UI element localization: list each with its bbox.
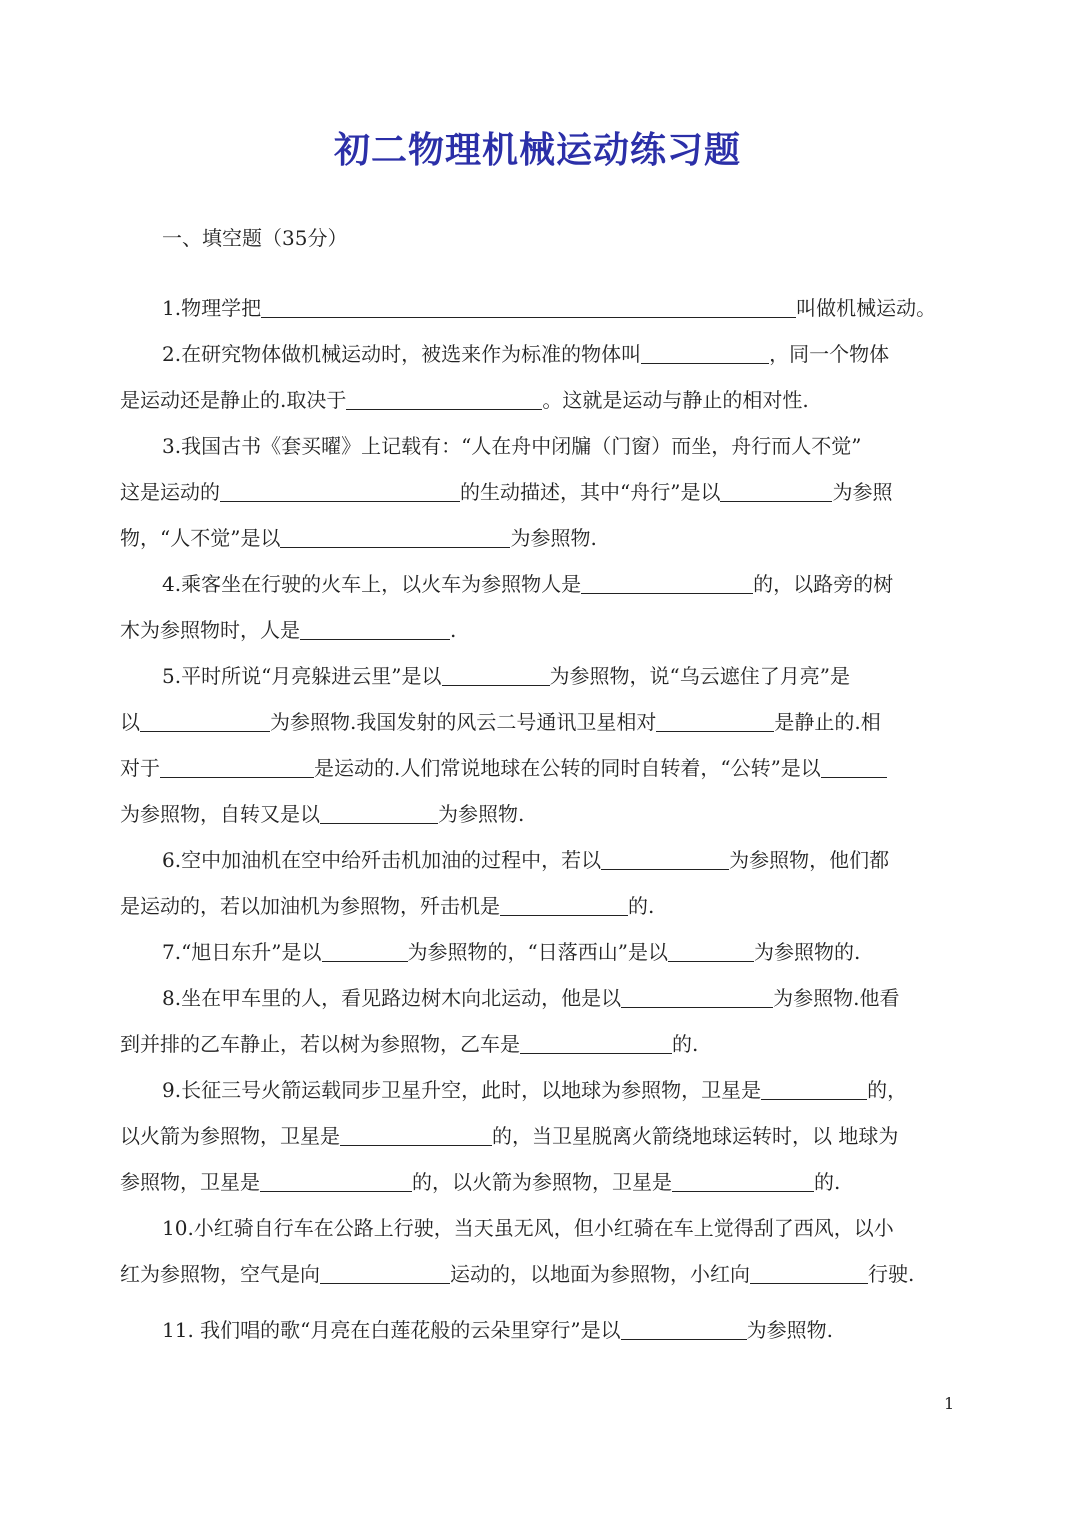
answer-blank[interactable] [322, 939, 408, 962]
question-line [162, 662, 850, 690]
question-line [162, 846, 889, 874]
question-text: 的，当卫星脱离火箭绕地球运转时，以 地球为 [492, 1124, 899, 1148]
answer-blank[interactable] [672, 1169, 814, 1192]
answer-blank[interactable] [340, 1123, 492, 1146]
question-text: ，同一个物体 [769, 342, 890, 366]
question-text: 以 [120, 710, 140, 734]
answer-blank[interactable] [821, 755, 887, 778]
answer-blank[interactable] [520, 1031, 672, 1054]
answer-blank[interactable] [140, 709, 270, 732]
question-text: . [450, 618, 457, 642]
question-text: 10.小红骑自行车在公路上行驶，当天虽无风，但小红骑在车上觉得刮了西风，以小 [162, 1216, 894, 1240]
question-text: 行驶. [868, 1262, 915, 1286]
question-text: 为参照物，自转又是以 [120, 802, 320, 826]
question-line [120, 892, 654, 920]
question-text: 为参照物的，“日落西山”是以 [407, 940, 668, 964]
question-line [120, 616, 456, 644]
answer-blank[interactable] [601, 847, 729, 870]
answer-blank[interactable] [346, 387, 542, 410]
question-line [120, 754, 887, 782]
question-line [162, 1214, 894, 1242]
question-text: 9.长征三号火箭运载同步卫星升空，此时，以地球为参照物，卫星是 [162, 1078, 762, 1102]
question-text: 的，以路旁的树 [753, 572, 894, 596]
question-text: 是运动的.人们常说地球在公转的同时自转着，“公转”是以 [314, 756, 821, 780]
question-text: 2.在研究物体做机械运动时，被选来作为标准的物体叫 [162, 342, 642, 366]
answer-blank[interactable] [668, 939, 754, 962]
answer-blank[interactable] [320, 1261, 450, 1284]
question-text: 以火箭为参照物，卫星是 [120, 1124, 340, 1148]
question-line [120, 800, 524, 828]
question-line [162, 294, 936, 322]
question-text: 为参照 [832, 480, 893, 504]
question-text: 为参照物，他们都 [729, 848, 890, 872]
question-text: 是运动还是静止的.取决于 [120, 388, 347, 412]
question-text: 参照物，卫星是 [120, 1170, 260, 1194]
answer-blank[interactable] [750, 1261, 868, 1284]
question-text: 木为参照物时，人是 [120, 618, 300, 642]
question-text: 的，以火箭为参照物，卫星是 [412, 1170, 672, 1194]
answer-blank[interactable] [300, 617, 450, 640]
question-text: 为参照物，说“乌云遮住了月亮”是 [549, 664, 850, 688]
answer-blank[interactable] [220, 479, 460, 502]
question-text: 。这就是运动与静止的相对性. [542, 388, 809, 412]
answer-blank[interactable] [581, 571, 753, 594]
question-text: 是运动的，若以加油机为参照物，歼击机是 [120, 894, 500, 918]
question-text: 为参照物. [746, 1318, 833, 1342]
question-text: 这是运动的 [120, 480, 220, 504]
question-text: 物，“人不觉”是以 [120, 526, 281, 550]
question-line [120, 478, 892, 506]
question-text: 的生动描述，其中“舟行”是以 [460, 480, 721, 504]
question-text: 到并排的乙车静止，若以树为参照物，乙车是 [120, 1032, 520, 1056]
section-heading: 一、填空题（35分） [162, 226, 348, 250]
question-text: 为参照物.我国发射的风云二号通讯卫星相对 [270, 710, 657, 734]
question-line [120, 1260, 914, 1288]
answer-blank[interactable] [320, 801, 438, 824]
answer-blank[interactable] [656, 709, 774, 732]
question-text: 3.我国古书《套买曜》上记载有：“人在舟中闭牖（门窗）而坐，舟行而人不觉” [162, 434, 862, 458]
question-text: 为参照物的. [753, 940, 861, 964]
question-line [120, 1030, 698, 1058]
question-text: 1.物理学把 [162, 296, 262, 320]
question-text: 为参照物. [510, 526, 597, 550]
question-line [162, 938, 860, 966]
answer-blank[interactable] [280, 525, 510, 548]
question-text: 7.“旭日东升”是以 [162, 940, 322, 964]
question-line [120, 1168, 840, 1196]
question-text: 5.平时所说“月亮躲进云里”是以 [162, 664, 442, 688]
question-line [162, 432, 862, 460]
question-text: 的， [867, 1078, 908, 1102]
question-text: 叫做机械运动。 [796, 296, 937, 320]
answer-blank[interactable] [621, 985, 773, 1008]
answer-blank[interactable] [260, 1169, 412, 1192]
question-text: 是静止的.相 [774, 710, 881, 734]
question-text: 4.乘客坐在行驶的火车上，以火车为参照物人是 [162, 572, 582, 596]
question-text: 的. [814, 1170, 841, 1194]
answer-blank[interactable] [160, 755, 314, 778]
answer-blank[interactable] [720, 479, 832, 502]
question-line [120, 708, 881, 736]
page-number: 1 [944, 1394, 955, 1413]
question-line [120, 1122, 898, 1150]
question-text: 为参照物.他看 [773, 986, 900, 1010]
question-line [120, 524, 597, 552]
question-text: 的. [628, 894, 655, 918]
question-text: 对于 [120, 756, 160, 780]
question-line [162, 340, 889, 368]
question-text: 的. [672, 1032, 699, 1056]
question-line [120, 386, 809, 414]
question-text: 为参照物. [438, 802, 525, 826]
answer-blank[interactable] [442, 663, 550, 686]
question-text: 6.空中加油机在空中给歼击机加油的过程中，若以 [162, 848, 602, 872]
question-line [162, 1316, 833, 1344]
answer-blank[interactable] [261, 295, 796, 318]
document-title: 初二物理机械运动练习题 [333, 130, 741, 171]
question-line [162, 570, 893, 598]
question-line [162, 984, 899, 1012]
answer-blank[interactable] [621, 1317, 747, 1340]
answer-blank[interactable] [500, 893, 628, 916]
question-line [162, 1076, 907, 1104]
question-text: 运动的，以地面为参照物，小红向 [450, 1262, 750, 1286]
answer-blank[interactable] [641, 341, 769, 364]
answer-blank[interactable] [761, 1077, 867, 1100]
question-text: 8.坐在甲车里的人，看见路边树木向北运动，他是以 [162, 986, 622, 1010]
question-text: 11. 我们唱的歌“月亮在白莲花般的云朵里穿行”是以 [162, 1318, 621, 1342]
question-text: 红为参照物，空气是向 [120, 1262, 320, 1286]
